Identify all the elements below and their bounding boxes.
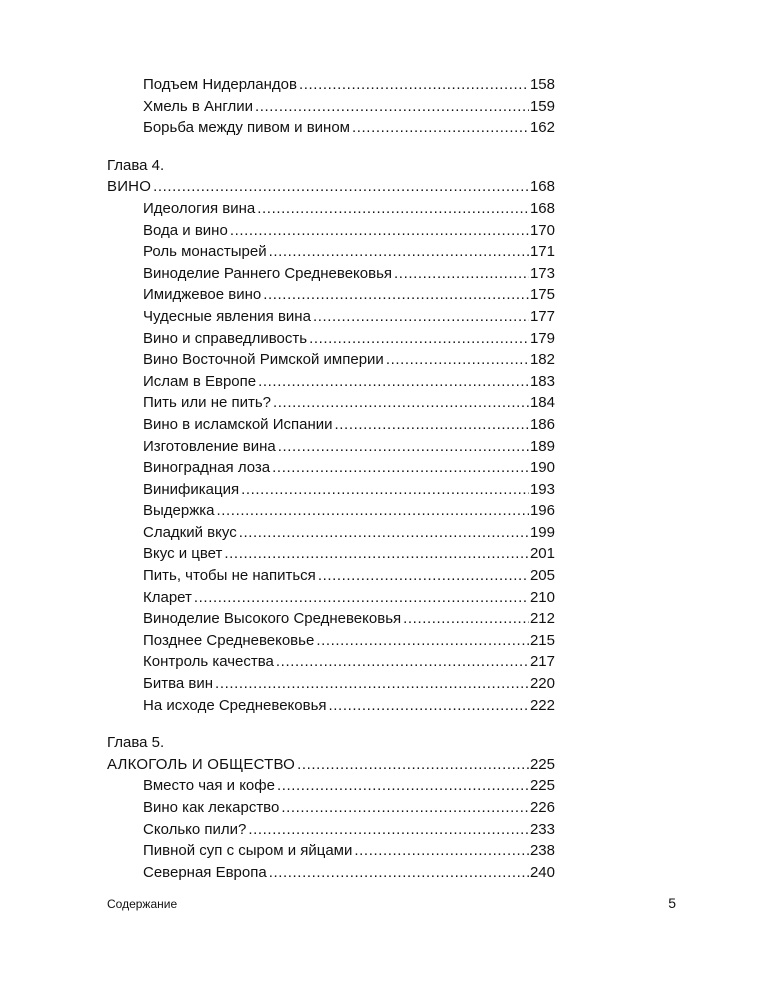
toc-entry-page: 173 xyxy=(529,264,555,282)
toc-entry-title: Вместо чая и кофе xyxy=(143,777,275,795)
toc-entry xyxy=(107,328,555,350)
page-number: 5 xyxy=(668,895,676,911)
toc-entry-title: Позднее Средневековье xyxy=(143,631,315,649)
chapter-5-section xyxy=(107,732,555,883)
toc-entry-page: 201 xyxy=(529,545,555,563)
toc-entry-title: Пивной суп с сыром и яйцами xyxy=(143,842,353,860)
dot-leader xyxy=(273,392,529,414)
toc-entry-title: Контроль качества xyxy=(143,653,274,671)
toc-entry-page: 222 xyxy=(529,696,555,714)
toc-entry-page: 189 xyxy=(529,437,555,455)
toc-entry-page: 184 xyxy=(529,394,555,412)
running-footer-label: Содержание xyxy=(107,897,178,911)
dot-leader xyxy=(277,775,529,797)
toc-entry xyxy=(107,436,555,458)
chapter-4-title: ВИНО xyxy=(107,178,152,196)
toc-entry-page: 225 xyxy=(529,777,555,795)
toc-entry-title: Роль монастырей xyxy=(143,243,267,261)
dot-leader xyxy=(299,74,529,96)
toc-entry-page: 182 xyxy=(529,351,555,369)
toc-entry-page: 226 xyxy=(529,799,555,816)
toc-entry-title: Винификация xyxy=(143,480,240,498)
toc-entry xyxy=(107,117,555,139)
chapter-5-title: АЛКОГОЛЬ И ОБЩЕСТВО xyxy=(107,755,296,773)
dot-leader xyxy=(272,457,529,479)
dot-leader xyxy=(297,754,529,776)
toc-entry-title: Подъем Нидерландов xyxy=(143,76,297,93)
toc-entry-title: Виноделие Высокого Средневековья xyxy=(143,610,402,628)
dot-leader xyxy=(386,349,529,371)
dot-leader xyxy=(403,608,529,630)
chapter-4-label: Глава 4. xyxy=(107,156,165,174)
toc-entry-title: Идеология вина xyxy=(143,199,256,217)
toc-entry xyxy=(107,522,555,544)
lead-entries xyxy=(107,74,555,139)
dot-leader xyxy=(241,479,529,501)
toc-entry-page: 220 xyxy=(529,675,555,693)
toc-entry-title: Изготовление вина xyxy=(143,437,276,455)
dot-leader xyxy=(248,819,529,841)
toc-entry-page: 240 xyxy=(529,863,555,881)
dot-leader xyxy=(329,695,529,717)
dot-leader xyxy=(257,198,529,220)
toc-entry-title: Сколько пили? xyxy=(143,820,247,838)
toc-entry xyxy=(107,241,555,263)
toc-entry-title: На исходе Средневековья xyxy=(143,696,327,714)
dot-leader xyxy=(230,220,529,242)
toc-entry-page: 210 xyxy=(529,588,555,606)
toc-entry-page: 159 xyxy=(529,97,555,115)
toc-entry-page: 170 xyxy=(529,221,555,239)
toc-entry-page: 217 xyxy=(529,653,555,671)
dot-leader xyxy=(263,284,529,306)
toc-entry-title: Выдержка xyxy=(143,502,215,520)
toc-entry xyxy=(107,608,555,630)
toc-entry xyxy=(107,479,555,501)
toc-entry-page: 175 xyxy=(529,286,555,304)
chapter-5-label: Глава 5. xyxy=(107,734,165,752)
toc-entry xyxy=(107,587,555,609)
toc-entry xyxy=(107,840,555,862)
toc-entry-title: Вино как лекарство xyxy=(143,799,280,816)
toc-entry-page: 183 xyxy=(529,372,555,390)
toc-entry-title: Виноградная лоза xyxy=(143,459,271,477)
toc-entry-title: Вино Восточной Римской империи xyxy=(143,351,384,369)
dot-leader xyxy=(281,797,529,819)
dot-leader xyxy=(313,306,529,328)
toc-entry xyxy=(107,306,555,328)
chapter-5-page: 225 xyxy=(529,755,555,773)
dot-leader xyxy=(318,565,529,587)
toc-entry-title: Вино в исламской Испании xyxy=(143,415,333,433)
toc-entry-page: 179 xyxy=(529,329,555,347)
toc-entry-title: Сладкий вкус xyxy=(143,523,237,541)
toc-entry-page: 158 xyxy=(529,76,555,93)
toc-entry-page: 233 xyxy=(529,820,555,838)
dot-leader xyxy=(335,414,529,436)
dot-leader xyxy=(316,630,529,652)
toc-entry xyxy=(107,198,555,220)
toc-entry xyxy=(107,457,555,479)
dot-leader xyxy=(269,862,529,884)
toc-entry xyxy=(107,414,555,436)
chapter-5-heading xyxy=(107,754,555,776)
dot-leader xyxy=(153,176,529,198)
dot-leader xyxy=(255,96,529,118)
toc-entry-page: 177 xyxy=(529,307,555,325)
toc-entry xyxy=(107,263,555,285)
toc-entry-page: 215 xyxy=(529,631,555,649)
dot-leader xyxy=(309,328,529,350)
toc-entry xyxy=(107,392,555,414)
toc-entry-page: 193 xyxy=(529,480,555,498)
toc-entry xyxy=(107,565,555,587)
toc-entry xyxy=(107,543,555,565)
toc-entry-title: Вкус и цвет xyxy=(143,545,223,563)
toc-entry-page: 162 xyxy=(529,119,555,137)
toc-entry-page: 238 xyxy=(529,842,555,860)
chapter-4-entries xyxy=(107,198,555,716)
chapter-4-section xyxy=(107,155,555,716)
toc-entry-page: 168 xyxy=(529,199,555,217)
toc-entry-title: Чудесные явления вина xyxy=(143,307,311,325)
toc-entry-page: 212 xyxy=(529,610,555,628)
toc-entry-title: Имиджевое вино xyxy=(143,286,262,304)
toc-entry xyxy=(107,651,555,673)
toc-entry xyxy=(107,96,555,118)
toc-entry-page: 171 xyxy=(529,243,555,261)
toc-entry-title: Вода и вино xyxy=(143,221,228,239)
toc-entry xyxy=(107,74,555,96)
toc-entry xyxy=(107,797,555,819)
chapter-4-heading xyxy=(107,176,555,198)
toc-entry-title: Ислам в Европе xyxy=(143,372,257,390)
toc-entry-page: 199 xyxy=(529,523,555,541)
toc-entry xyxy=(107,284,555,306)
dot-leader xyxy=(258,371,529,393)
toc-entry xyxy=(107,220,555,242)
toc-entry xyxy=(107,500,555,522)
toc-entry-title: Хмель в Англии xyxy=(143,97,253,115)
toc-entry-title: Пить, чтобы не напиться xyxy=(143,567,316,585)
toc-entry xyxy=(107,775,555,797)
dot-leader xyxy=(354,840,529,862)
toc-entry-page: 190 xyxy=(529,459,555,477)
dot-leader xyxy=(224,543,529,565)
toc-entry xyxy=(107,673,555,695)
dot-leader xyxy=(394,263,529,285)
dot-leader xyxy=(276,651,529,673)
chapter-4-page: 168 xyxy=(529,178,555,196)
toc-entry xyxy=(107,695,555,717)
toc-entry-title: Пить или не пить? xyxy=(143,394,272,412)
toc-entry-page: 205 xyxy=(529,567,555,585)
dot-leader xyxy=(269,241,529,263)
chapter-5-entries xyxy=(107,775,555,883)
toc-entry-page: 186 xyxy=(529,415,555,433)
toc-entry-page: 196 xyxy=(529,502,555,520)
toc-entry xyxy=(107,349,555,371)
toc-entry xyxy=(107,630,555,652)
dot-leader xyxy=(215,673,529,695)
toc-entry-title: Кларет xyxy=(143,588,192,606)
toc-entry xyxy=(107,862,555,884)
dot-leader xyxy=(217,500,529,522)
toc-entry-title: Северная Европа xyxy=(143,863,267,881)
toc-entry-title: Вино и справедливость xyxy=(143,329,308,347)
dot-leader xyxy=(278,436,529,458)
dot-leader xyxy=(194,587,529,609)
dot-leader xyxy=(239,522,529,544)
toc-entry-title: Виноделие Раннего Средневековья xyxy=(143,264,393,282)
toc-entry xyxy=(107,819,555,841)
dot-leader xyxy=(352,117,529,139)
toc-entry xyxy=(107,371,555,393)
toc-entry-title: Битва вин xyxy=(143,675,214,693)
table-of-contents xyxy=(107,74,555,883)
toc-entry-title: Борьба между пивом и вином xyxy=(143,119,350,137)
